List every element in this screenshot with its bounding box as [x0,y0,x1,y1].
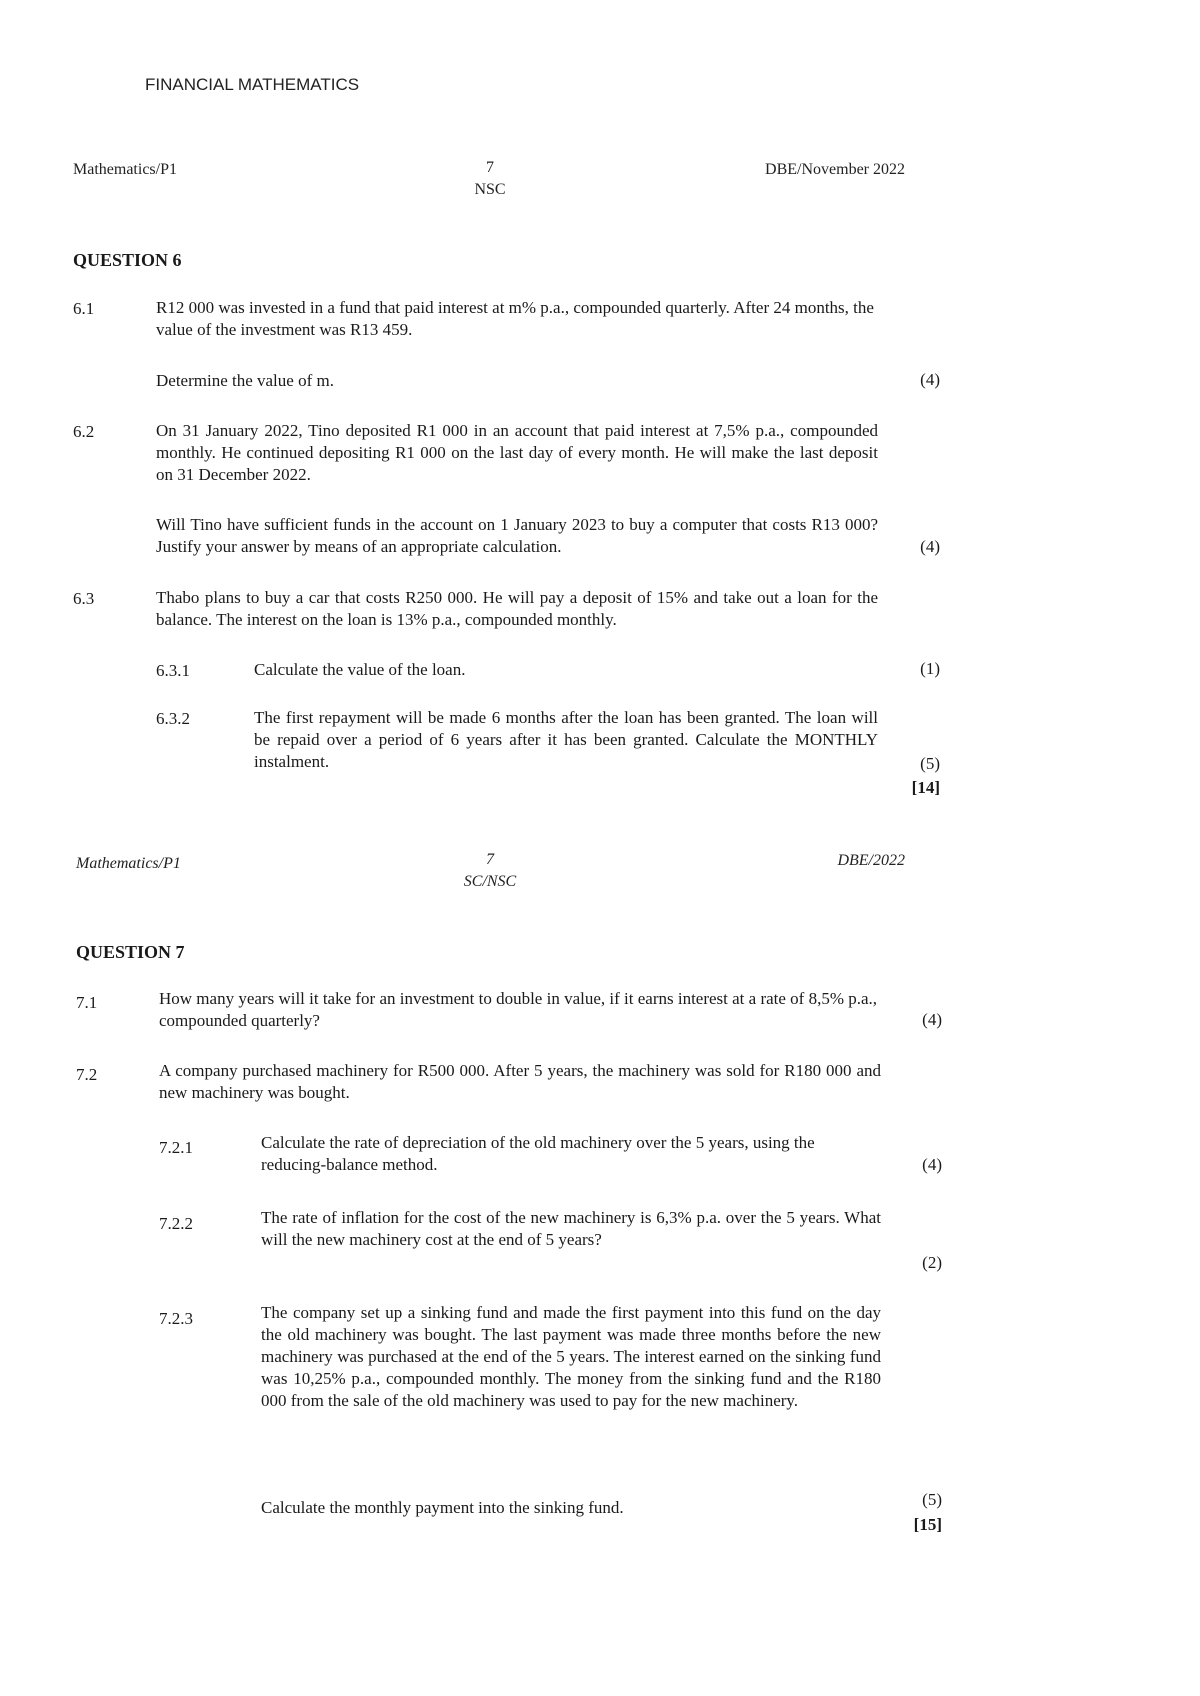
header-exam-code: NSC [474,181,506,198]
question-text: R12 000 was invested in a fund that paid interest at m% p.a., compounded quarterly. After 24 months, the value of the investment was R13 459. [156,298,874,339]
question-text: On 31 January 2022, Tino deposited R1 000 in an account that paid interest at 7,5% p.a., compounded monthly. He continued depositing R1 000 on the last day of every month. He will make the last deposit on 31 December 2022. [156,421,878,484]
header-page-number: 7 [486,851,494,868]
sub-question-text: Calculate the rate of depreciation of the old machinery over the 5 years, using the reducing-balance method. [261,1133,815,1174]
question-title: QUESTION 7 [76,942,185,962]
sub-question-text: Calculate the value of the loan. [254,660,466,679]
sub-question-number: 6.3.1 [156,661,190,680]
marks: (4) [922,1010,942,1029]
question-total: [14] [911,778,940,797]
question-number: 7.1 [76,993,98,1012]
question-total: [15] [913,1515,942,1534]
question-title: QUESTION 6 [73,250,182,270]
question-number: 6.3 [73,589,95,608]
sub-question-text: The company set up a sinking fund and made the first payment into this fund on the day the old machinery was bought. The last payment was made three months before the new machinery was purchased at the end of the 5 years. The interest earned on the sinking fund was 10,25% p.a., compounded monthly. The money from the sinking fund and the R180 000 from the sale of the old machinery was used to pay for the new machinery. [261,1303,881,1410]
question-instruction: Will Tino have sufficient funds in the account on 1 January 2023 to buy a computer that costs R13 000? Justify your answer by means of an appropriate calculation. [156,515,878,556]
marks: (1) [920,659,940,678]
marks: (5) [922,1490,942,1509]
marks: (5) [920,754,940,773]
sub-question-number: 7.2.1 [159,1138,193,1157]
sub-question-text: The first repayment will be made 6 months after the loan has been granted. The loan will be repaid over a period of 6 years after it has been granted. Calculate the MONTHLY instalment. [254,708,878,771]
sub-question-number: 7.2.3 [159,1309,193,1328]
sub-question-instruction: Calculate the monthly payment into the sinking fund. [261,1498,624,1517]
sub-question-number: 6.3.2 [156,709,190,728]
question-number: 7.2 [76,1065,98,1084]
document-title: FINANCIAL MATHEMATICS [145,75,360,94]
question-text: A company purchased machinery for R500 000. After 5 years, the machinery was sold for R180 000 and new machinery was bought. [159,1061,881,1102]
question-number: 6.2 [73,422,95,441]
header-date: DBE/November 2022 [765,161,905,178]
header-subject: Mathematics/P1 [76,855,181,872]
sub-question-number: 7.2.2 [159,1214,193,1233]
header-page-number: 7 [486,159,494,176]
question-instruction: Determine the value of m. [156,371,334,390]
question-text: Thabo plans to buy a car that costs R250 000. He will pay a deposit of 15% and take out a loan for the balance. The interest on the loan is 13% p.a., compounded monthly. [156,588,878,629]
marks: (4) [920,370,940,389]
marks: (4) [922,1155,942,1174]
sub-question-text: The rate of inflation for the cost of the new machinery is 6,3% p.a. over the 5 years. What will the new machinery cost at the end of 5 years? [261,1208,881,1249]
marks: (4) [920,537,940,556]
question-text: How many years will it take for an investment to double in value, if it earns interest at a rate of 8,5% p.a., compounded quarterly? [159,989,878,1030]
header-subject: Mathematics/P1 [73,161,177,178]
marks: (2) [922,1253,942,1272]
question-number: 6.1 [73,299,95,318]
header-date: DBE/2022 [837,852,905,869]
header-exam-code: SC/NSC [463,873,517,890]
